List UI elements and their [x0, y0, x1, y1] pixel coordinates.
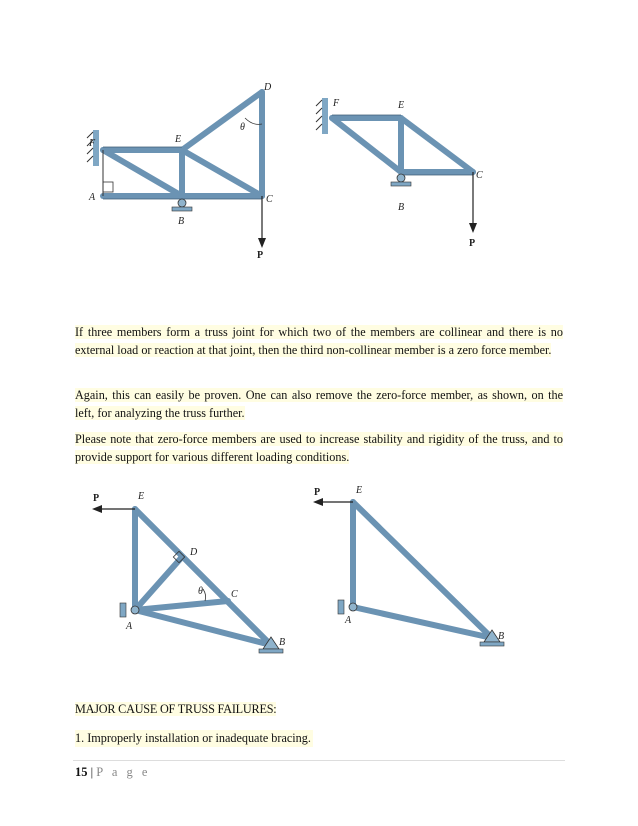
- label-P: P: [257, 250, 264, 261]
- label-theta: θ: [240, 122, 245, 133]
- label-D: D: [190, 547, 198, 558]
- truss-figure-4: [300, 477, 525, 663]
- truss-figure-1: [75, 78, 302, 263]
- truss-diagram-3: [75, 477, 297, 663]
- footer-separator: |: [87, 765, 97, 779]
- label-F: F: [89, 138, 96, 149]
- label-E: E: [175, 134, 182, 145]
- label-P: P: [314, 487, 321, 498]
- truss-figure-2: [305, 78, 490, 263]
- truss-diagram-2: [305, 78, 490, 263]
- label-P: P: [469, 238, 476, 249]
- roller-support: [391, 182, 411, 186]
- label-E: E: [398, 100, 405, 111]
- paragraph-2: Again, this can easily be proven. One can also remove the zero-force member, as shown, on the left, for analyzing the truss further.: [75, 388, 563, 420]
- label-theta: θ: [198, 586, 203, 597]
- truss-diagram-1: [75, 78, 302, 263]
- paragraph-3: Please note that zero-force members are used to increase stability and rigidity of the truss, and to provide support for various different loading conditions.: [75, 432, 563, 464]
- label-B: B: [498, 631, 505, 642]
- label-A: A: [126, 621, 133, 632]
- label-C: C: [476, 170, 483, 181]
- paragraph-1: If three members form a truss joint for which two of the members are collinear and there is no external load or reaction at that joint, then the third non-collinear member is a zero force member.: [75, 325, 563, 357]
- label-E: E: [138, 491, 145, 502]
- list-item: 1. Improperly installation or inadequate bracing.: [75, 731, 311, 745]
- label-D: D: [264, 82, 272, 93]
- label-C: C: [231, 589, 238, 600]
- roller-support: [172, 207, 192, 211]
- page-footer: [75, 765, 150, 780]
- label-E: E: [356, 485, 363, 496]
- label-C: C: [266, 194, 273, 205]
- label-A: A: [89, 192, 96, 203]
- page-number: 15: [75, 765, 88, 779]
- label-B: B: [178, 216, 185, 227]
- label-B: B: [398, 202, 405, 213]
- label-F: F: [333, 98, 340, 109]
- label-P: P: [93, 493, 100, 504]
- truss-diagram-4: [300, 477, 525, 663]
- footer-divider: [73, 760, 565, 761]
- label-A: A: [345, 615, 352, 626]
- truss-figure-3: [75, 477, 297, 663]
- page-word: P a g e: [96, 765, 151, 779]
- wall-support: [322, 98, 328, 134]
- label-B: B: [279, 637, 286, 648]
- section-heading: MAJOR CAUSE OF TRUSS FAILURES:: [75, 702, 277, 716]
